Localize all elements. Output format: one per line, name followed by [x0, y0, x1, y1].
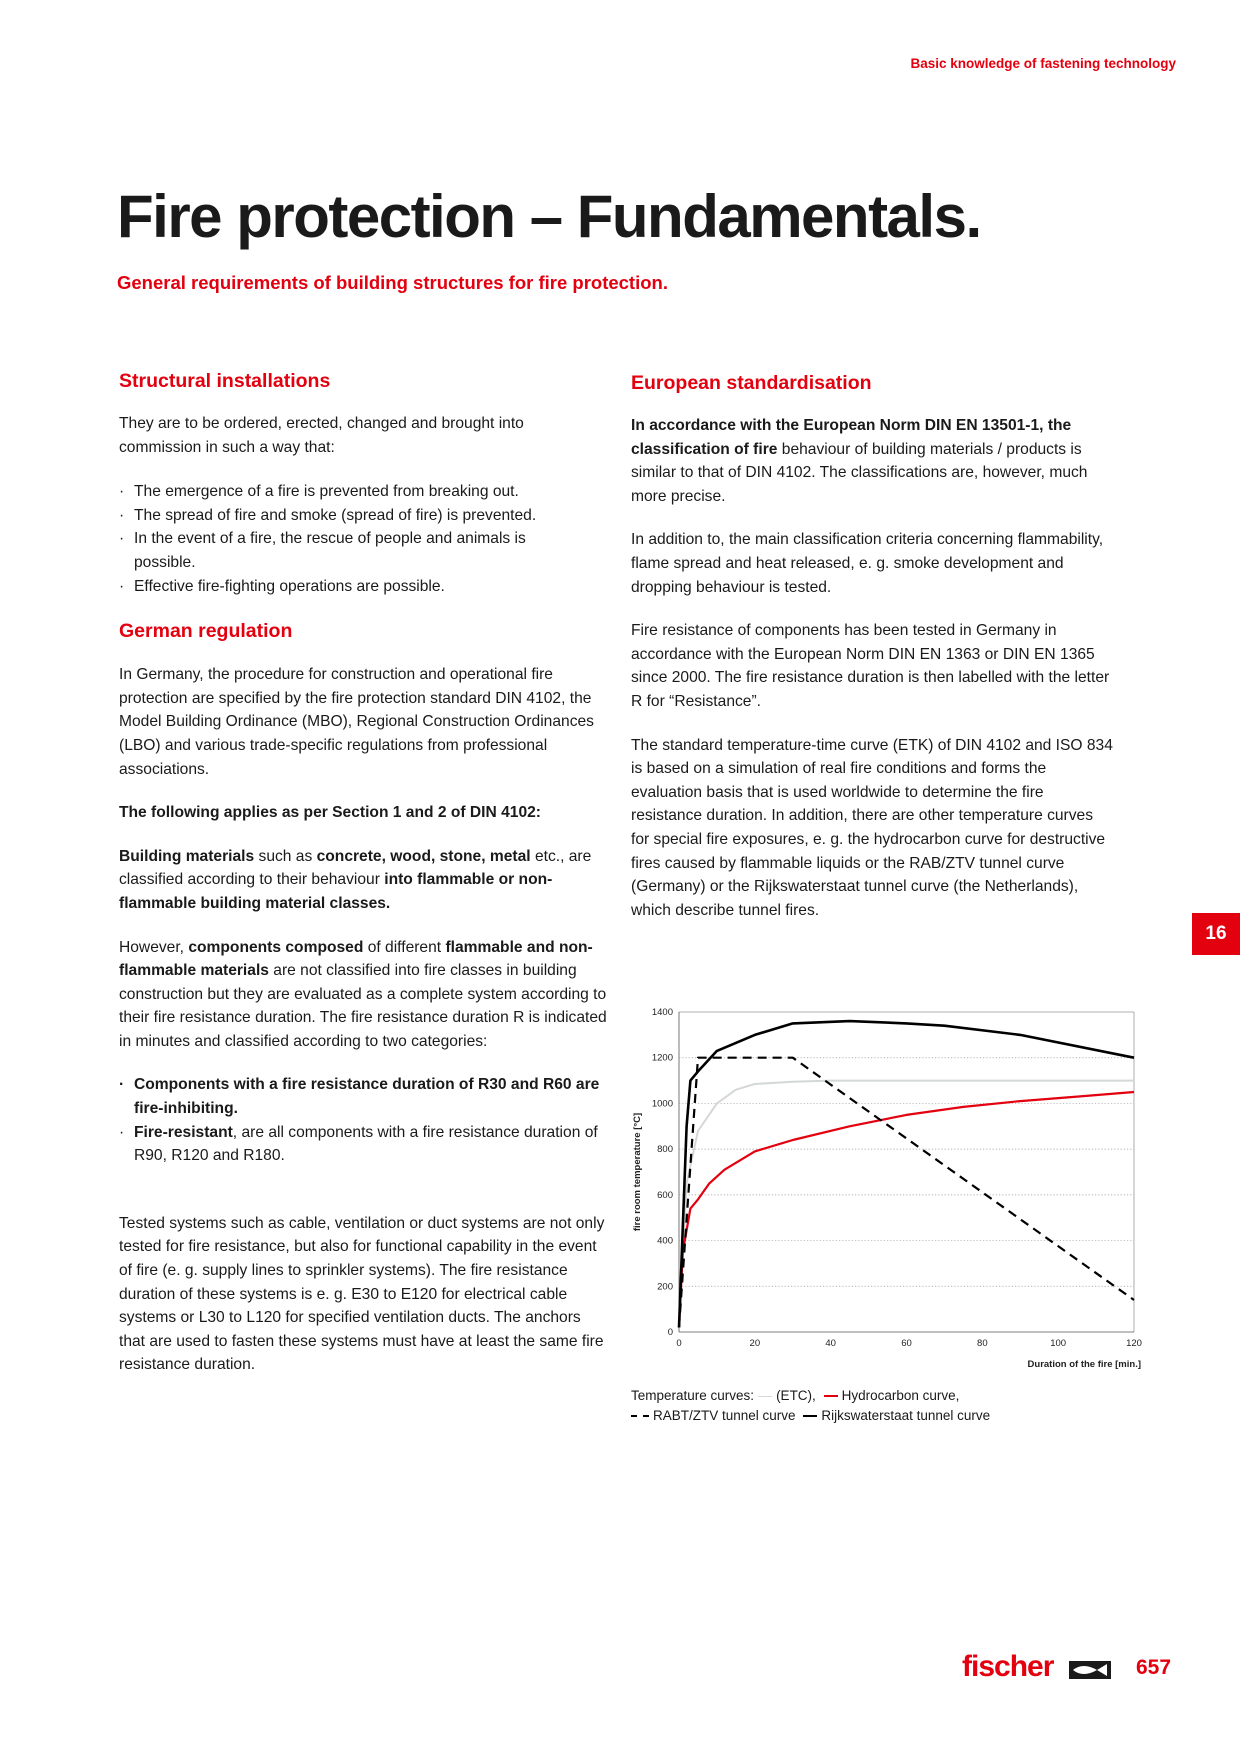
x-tick-label: 100: [1050, 1338, 1067, 1349]
heading-european-standardisation: European standardisation: [631, 372, 872, 394]
fish-logo-icon: [1069, 1661, 1111, 1679]
list-item: · Effective fire-fighting operations are possible.: [119, 575, 607, 599]
text-strong: into flammable or non-flammable building material classes.: [119, 871, 553, 912]
legend-etc: (ETC),: [776, 1388, 816, 1403]
european-paragraph-2: In addition to, the main classification criteria concerning flammability, flame spread and heat released, e. g. smoke development and dropping behaviour is tested.: [631, 531, 1104, 596]
legend-row: [631, 1406, 990, 1426]
heading-german-regulation: German regulation: [119, 620, 293, 643]
series-line-etc: [679, 1081, 1134, 1328]
text: etc., are classified according to their behaviour: [119, 847, 592, 889]
section-label: Basic knowledge of fastening technology: [910, 56, 1176, 71]
legend-prefix: Temperature curves:: [631, 1388, 755, 1403]
german-paragraph: In Germany, the procedure for construction and operational fire protection are specified by the fire protection standard DIN 4102, the Model Building Ordinance (MBO), Regional Construction Ordinances (LBO) and various trade-specific regulations from professional associations.: [119, 666, 594, 778]
brand-logo: fischer: [962, 1650, 1054, 1683]
y-tick-label: 600: [657, 1189, 673, 1201]
german-din-note: The following applies as per Section 1 and 2 of DIN 4102:: [119, 804, 541, 822]
x-tick-label: 40: [825, 1338, 836, 1349]
european-paragraph-1: [631, 414, 1113, 508]
y-tick-label: 1200: [651, 1052, 673, 1064]
legend-rws: Rijkswaterstaat tunnel curve: [821, 1408, 991, 1423]
text-strong: Building materials: [119, 847, 255, 865]
building-materials-paragraph: [119, 845, 607, 916]
legend-row: [631, 1386, 990, 1406]
category-list: [119, 1073, 607, 1167]
text: behaviour of building materials / products is similar to that of DIN 4102. The classifications are, however, much more precise.: [631, 440, 1088, 505]
y-axis-label: fire room temperature [°C]: [632, 1112, 643, 1232]
list-item: · Components with a fire resistance duration of R30 and R60 are fire-inhibiting.: [119, 1073, 607, 1120]
chart-legend: [631, 1386, 990, 1426]
text-strong: components composed: [188, 938, 364, 956]
text-strong: Fire-resistant: [134, 1123, 233, 1141]
text-strong: concrete, wood, stone, metal: [316, 847, 531, 865]
legend-hydrocarbon: Hydrocarbon curve,: [841, 1388, 960, 1403]
legend-rabt: RABT/ZTV tunnel curve: [653, 1408, 796, 1423]
list-item: [119, 1121, 607, 1168]
x-tick-labels: [676, 1338, 1142, 1349]
list-item: · The spread of fire and smoke (spread of fire) is prevented.: [119, 504, 607, 528]
text: such as: [254, 847, 317, 865]
text-strong: flammable and non-flammable materials: [119, 938, 593, 980]
list-item: · The emergence of a fire is prevented from breaking out.: [119, 480, 607, 504]
chapter-tab: 16: [1192, 913, 1240, 955]
series-lines: [679, 1021, 1134, 1327]
y-tick-label: 200: [657, 1281, 673, 1293]
legend-swatch-hydrocarbon: [824, 1395, 838, 1397]
series-line-hydrocarbon: [679, 1092, 1134, 1327]
y-tick-label: 1400: [651, 1007, 673, 1018]
page-subtitle: General requirements of building structures for fire protection.: [117, 272, 668, 293]
text: are not classified into fire classes in building construction but they are evaluated as a complete system according to their fire resistance duration. The fire resistance duration R is indicated in minutes and classified according to two categories:: [119, 962, 607, 1050]
list-item: · In the event of a fire, the rescue of people and animals is possible.: [119, 527, 607, 574]
x-tick-label: 80: [977, 1338, 988, 1349]
y-tick-label: 800: [657, 1144, 673, 1156]
temperature-chart: [620, 995, 1140, 1375]
x-axis-label: Duration of the fire [min.]: [1027, 1359, 1141, 1370]
x-tick-label: 60: [901, 1338, 912, 1349]
structural-intro: They are to be ordered, erected, changed and brought into commission in such a way that:: [119, 415, 524, 456]
page-title: Fire protection – Fundamentals.: [117, 183, 981, 250]
tested-systems-paragraph: Tested systems such as cable, ventilation or duct systems are not only tested for fire resistance, but also for functional capability in the event of fire (e. g. supply lines to sprinkler systems). The fire resistance duration of these systems is e. g. E30 to E120 for electrical cable systems or L30 to L120 for specified ventilation ducts. The anchors that are used to fasten these systems must have at least the same fire resistance duration.: [119, 1214, 605, 1374]
components-paragraph: [119, 936, 607, 1054]
legend-swatch-etc: [758, 1396, 772, 1397]
x-tick-label: 0: [676, 1338, 682, 1349]
y-tick-label: 1000: [651, 1098, 673, 1110]
x-tick-label: 20: [749, 1338, 761, 1349]
y-tick-labels: [652, 1007, 673, 1338]
page-number: 657: [1136, 1656, 1172, 1679]
y-tick-label: 0: [667, 1327, 673, 1338]
left-column: [119, 368, 607, 1377]
legend-swatch-rws: [803, 1415, 817, 1417]
european-paragraph-4: The standard temperature-time curve (ETK) of DIN 4102 and ISO 834 is based on a simulation of real fire conditions and forms the evaluation basis that is used worldwide to determine the fire resistance duration. In addition, there are other temperature curves for special fire exposures, e. g. the hydrocarbon curve for destructive fires caused by flammable liquids or the RAB/ZTV tunnel curve (Germany) or the Rijkswaterstaat tunnel curve (the Netherlands), which describe tunnel fires.: [631, 736, 1113, 919]
text-strong: In accordance with the European Norm DIN EN 13501-1, the classification of fire: [631, 417, 1072, 458]
text: However,: [119, 938, 189, 956]
right-column: [631, 370, 1113, 922]
grid-lines: [679, 1058, 1134, 1287]
text: of different: [363, 938, 446, 956]
legend-swatch-rabt: [631, 1415, 649, 1417]
heading-structural-installations: Structural installations: [119, 370, 331, 392]
y-tick-label: 400: [657, 1235, 673, 1247]
text: , are all components with a fire resistance duration of R90, R120 and R180.: [134, 1123, 598, 1165]
series-line-rws: [679, 1021, 1134, 1327]
european-paragraph-3: Fire resistance of components has been tested in Germany in accordance with the European Norm DIN EN 1363 or DIN EN 1365 since 2000. The fire resistance duration is then labelled with the letter R for “Resistance”.: [631, 622, 1110, 710]
structural-list: [119, 480, 607, 598]
x-tick-label: 120: [1126, 1338, 1142, 1349]
